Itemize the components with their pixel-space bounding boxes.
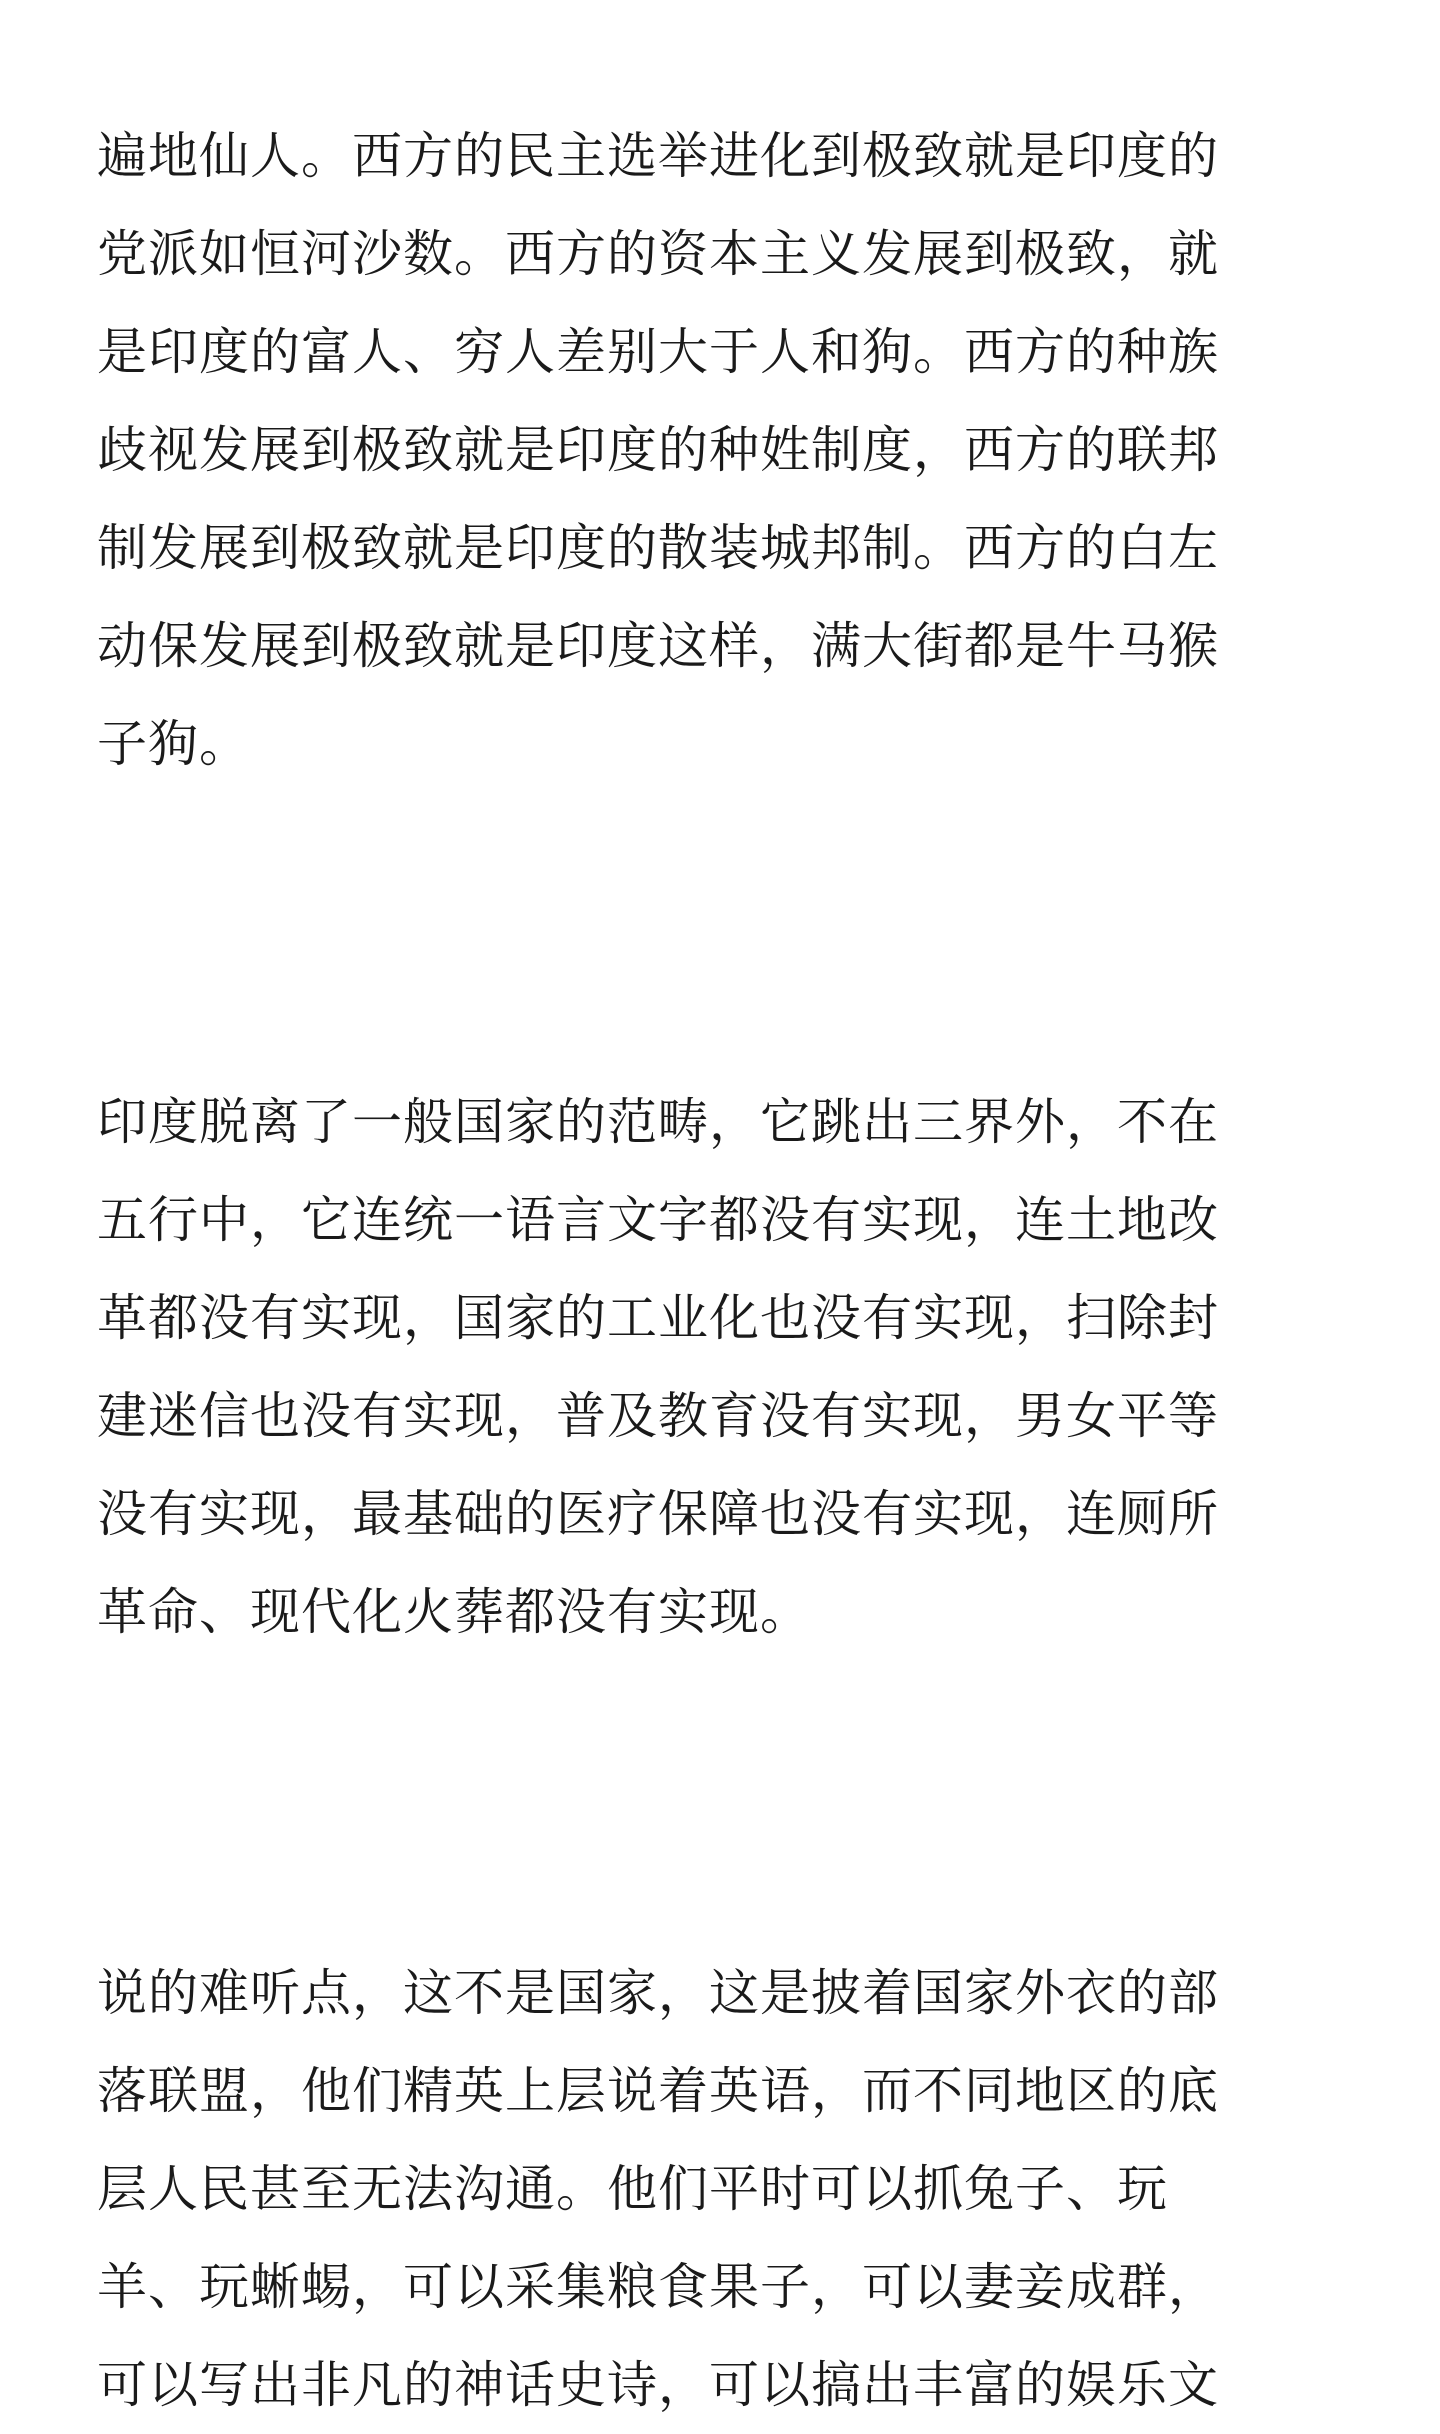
- text-line: 可以写出非凡的神话史诗，可以搞出丰富的娱乐文: [97, 2356, 1219, 2414]
- text-line: 印度脱离了一般国家的范畴，它跳出三界外，不在: [97, 1093, 1219, 1151]
- text-line: 层人民甚至无法沟通。他们平时可以抓兔子、玩: [97, 2160, 1168, 2218]
- text-line: 说的难听点，这不是国家，这是披着国家外衣的部: [97, 1964, 1219, 2022]
- article-body: [97, 107, 1343, 2434]
- paragraph-spacer: [97, 793, 1343, 1073]
- paragraph-1: [97, 107, 1343, 793]
- text-line: 羊、玩蜥蜴，可以采集粮食果子，可以妻妾成群，: [97, 2258, 1219, 2316]
- text-line: 是印度的富人、穷人差别大于人和狗。西方的种族: [97, 323, 1219, 381]
- text-line: 子狗。: [97, 715, 250, 773]
- text-line: 落联盟，他们精英上层说着英语，而不同地区的底: [97, 2062, 1219, 2120]
- text-line: 歧视发展到极致就是印度的种姓制度，西方的联邦: [97, 421, 1219, 479]
- text-line: 革命、现代化火葬都没有实现。: [97, 1583, 811, 1641]
- text-line: 遍地仙人。西方的民主选举进化到极致就是印度的: [97, 127, 1219, 185]
- paragraph-3: [97, 1944, 1343, 2434]
- text-line: 动保发展到极致就是印度这样，满大街都是牛马猴: [97, 617, 1219, 675]
- text-line: 党派如恒河沙数。西方的资本主义发展到极致，就: [97, 225, 1219, 283]
- text-line: 五行中，它连统一语言文字都没有实现，连土地改: [97, 1191, 1219, 1249]
- paragraph-2: [97, 1073, 1343, 1661]
- text-line: 没有实现，最基础的医疗保障也没有实现，连厕所: [97, 1485, 1219, 1543]
- text-line: 制发展到极致就是印度的散装城邦制。西方的白左: [97, 519, 1219, 577]
- text-line: 革都没有实现，国家的工业化也没有实现，扫除封: [97, 1289, 1219, 1347]
- text-line: 建迷信也没有实现，普及教育没有实现，男女平等: [97, 1387, 1219, 1445]
- paragraph-spacer: [97, 1661, 1343, 1944]
